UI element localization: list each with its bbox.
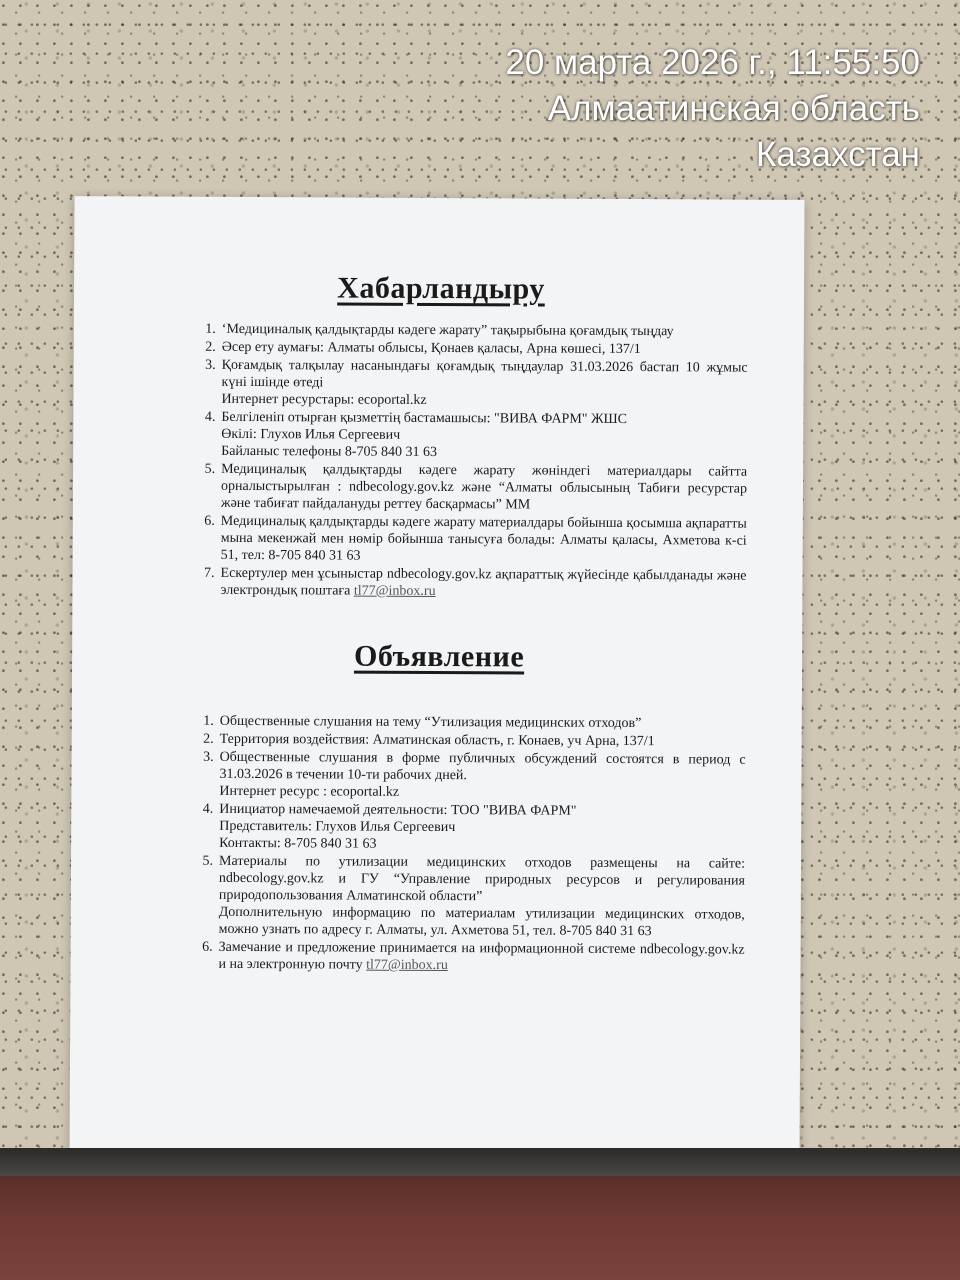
item-text: Общественные слушания на тему “Утилизация медицинских отходов” <box>219 713 642 732</box>
item-number: 2. <box>205 339 216 355</box>
list-item <box>204 461 748 515</box>
item-text: ‘Медициналық қалдықтарды кәдеге жарату” тақырыбына қоғамдық тыңдау <box>221 321 674 340</box>
item-text: Белгіленіп отырған қызметтің бастамашысы: "ВИВА ФАРМ" ЖШС <box>221 409 628 427</box>
item-number: 2. <box>203 731 214 747</box>
item-text: Ескертулер мен ұсыныстар ndbecology.gov.kz ақпараттық жүйесінде қабылданады және электрондық поштаға <box>220 565 747 599</box>
item-text: Қоғамдық талқылау насанындағы қоғамдық тыңдаулар 31.03.2026 бастап 10 жұмыс күні ішінде өтеді <box>221 357 748 391</box>
window-frame-sill <box>0 1176 960 1280</box>
item-text: Инициатор намечаемой деятельности: ТОО "ВИВА ФАРМ" <box>219 801 577 819</box>
item-text: Общественные слушания в форме публичных обсуждений состоятся в период с 31.03.2026 в течении 10-ти рабочих дней. <box>219 749 746 784</box>
item-text: Контакты: 8-705 840 31 63 <box>219 835 377 852</box>
list-item <box>202 853 746 941</box>
list-item <box>204 565 747 602</box>
list-item <box>203 713 746 733</box>
list-item <box>202 801 745 855</box>
kz-list <box>204 321 748 602</box>
list-item <box>203 749 746 803</box>
item-number: 6. <box>204 513 215 529</box>
list-item <box>205 339 748 359</box>
list-item <box>203 731 746 751</box>
list-item <box>204 409 747 463</box>
item-number: 5. <box>204 461 216 477</box>
ru-list <box>202 713 746 976</box>
item-text: Өкілі: Глухов Илья Сергеевич <box>221 426 401 443</box>
item-text: Замечание и предложение принимается на информационной системе ndbecology.gov.kz и на электронную почту <box>218 939 745 973</box>
notice-paper <box>69 196 804 1162</box>
item-number: 6. <box>202 939 213 955</box>
list-item <box>205 357 748 411</box>
item-text: Территория воздействия: Алматинская область, г. Конаев, уч Арна, 137/1 <box>219 731 655 750</box>
item-number: 1. <box>205 321 216 337</box>
overlay-region: Алмаатинская область <box>547 89 920 128</box>
item-text: Интернет ресурс : ecoportal.kz <box>219 783 400 800</box>
overlay-country: Казахстан <box>755 135 920 174</box>
photo-timestamp-overlay <box>505 40 920 178</box>
overlay-datetime: 20 марта 2026 г., 11:55:50 <box>505 43 920 82</box>
item-number: 4. <box>202 801 214 817</box>
item-number: 5. <box>202 853 214 869</box>
item-text: Интернет ресурстары: ecoportal.kz <box>221 391 427 408</box>
item-text: Представитель: Глухов Илья Сергеевич <box>219 818 456 836</box>
item-text: Әсер ету аумағы: Алматы облысы, Қонаев қаласы, Арна көшесі, 137/1 <box>221 339 641 358</box>
list-item <box>204 513 747 567</box>
item-text: Материалы по утилизации медицинских отходов размещены на сайте: ndbecology.gov.kz и ГУ “Управление природных ресурсов и регулирования природопользования Алматинской области” <box>218 853 746 905</box>
item-number: 1. <box>203 713 214 729</box>
item-text: Медициналық қалдықтарды кәдеге жарату жөніндегі материалдары сайтта орналыстырылған : ndbecology.gov.kz және “Алматы облысының Табиғи ресурстар және табиғат пайдалануды реттеу басқармасы” ММ <box>220 461 748 513</box>
item-text-with-email <box>220 565 746 602</box>
item-text: Байланыс телефоны 8-705 840 31 63 <box>221 443 438 460</box>
item-number: 7. <box>204 565 215 581</box>
item-number: 4. <box>204 409 216 425</box>
item-text: Дополнительную информацию по материалам утилизации медицинских отходов, можно узнать по адресу г. Алматы, ул. Ахметова 51, тел. 8-705 840 31 63 <box>218 904 745 940</box>
email-link: tl77@inbox.ru <box>353 583 436 599</box>
item-number: 3. <box>203 749 214 765</box>
list-item <box>205 321 748 341</box>
list-item <box>202 939 745 976</box>
window-frame-edge <box>0 1148 960 1176</box>
kz-title: Хабарландыру <box>337 271 545 306</box>
item-text: Медициналық қалдықтарды кәдеге жарату материалдары бойынша қосымша ақпаратты мына мекенжай мен нөмір бойынша танысуға болады: Алматы қаласы, Ахметова к-сі 51, тел: 8-705 840 31 63 <box>220 513 747 564</box>
item-text-with-email <box>218 939 744 976</box>
ru-title: Объявление <box>353 639 525 674</box>
email-link: tl77@inbox.ru <box>366 957 448 974</box>
item-number: 3. <box>205 357 216 373</box>
